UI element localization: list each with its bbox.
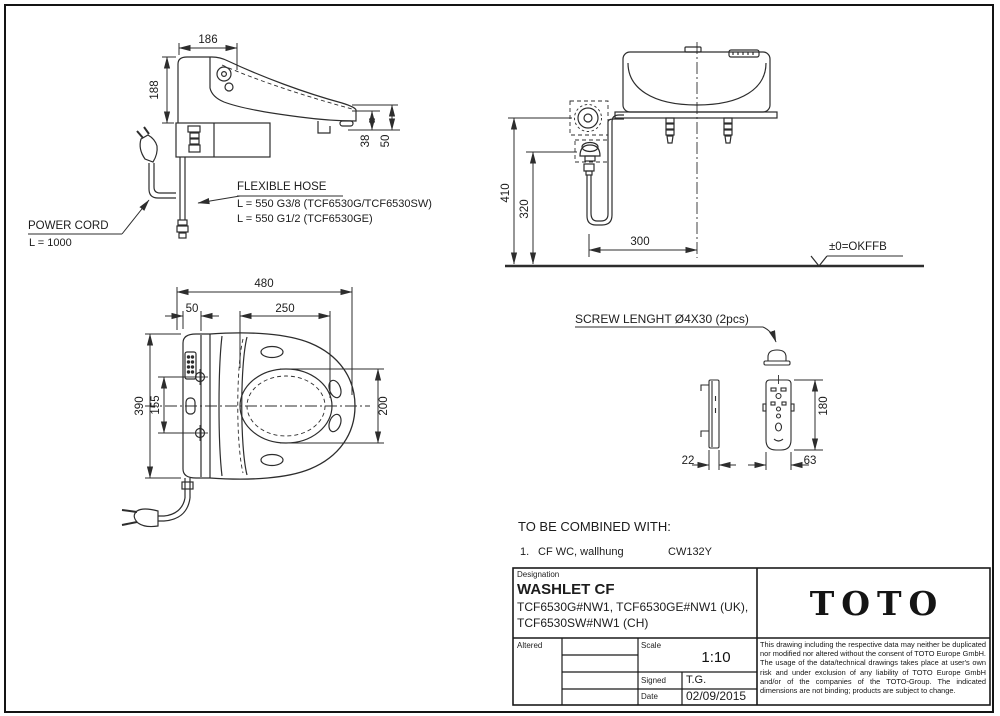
power-plug-top-icon	[122, 509, 158, 527]
water-supply-valve-icon	[570, 101, 608, 175]
mounting-bolt-icon	[666, 118, 732, 143]
scale-label: Scale	[641, 641, 662, 650]
screw-note-label: SCREW LENGHT Ø4X30 (2pcs)	[575, 312, 749, 326]
altered-label: Altered	[517, 641, 543, 650]
power-cord-spec: L = 1000	[29, 237, 72, 249]
dim-opening-length: 250	[275, 303, 295, 315]
dim-seat-top: 50	[380, 134, 392, 148]
combined-item-number: 1.	[520, 546, 530, 558]
scale-value: 1:10	[701, 649, 731, 666]
dim-valve-height: 320	[519, 199, 531, 219]
designation-label: Designation	[517, 570, 560, 579]
product-codes-line1: TCF6530G#NW1, TCF6530GE#NW1 (UK),	[517, 600, 749, 614]
date-label: Date	[641, 692, 658, 701]
control-buttons-icon	[729, 50, 759, 57]
combined-item-code: CW132Y	[668, 546, 713, 558]
power-plug-icon	[137, 127, 157, 162]
signed-value: T.G.	[686, 674, 707, 686]
dim-height: 188	[149, 80, 161, 100]
dim-bolt-pitch: 155	[150, 395, 162, 415]
remote-front-view	[763, 375, 794, 450]
side-view-drawing	[137, 57, 356, 238]
dim-total-depth: 390	[134, 396, 146, 416]
floor-reference-symbol	[811, 256, 827, 266]
date-value: 02/09/2015	[686, 689, 747, 703]
seat-control-panel-icon	[185, 352, 196, 414]
dim-tank-depth: 186	[198, 34, 218, 46]
product-codes-line2: TCF6530SW#NW1 (CH)	[517, 616, 649, 630]
floor-reference-label: ±0=OKFFB	[829, 241, 887, 253]
dim-total-width: 480	[254, 278, 274, 290]
remote-side-view	[701, 380, 719, 448]
dim-seat-edge: 38	[360, 134, 372, 148]
legal-notice: This drawing including the respective data may neither be duplicated nor modified nor altered without the consent of TOTO Europe GmbH. The usage of the data/technical drawings takes place at user's own risk and under exclusion of any liability of TOTO Europe GmbH and/or of the companies of the TOTO-Group. The indicated dimensions are not binding; products are subject to change.	[760, 640, 986, 696]
combined-with-title: TO BE COMBINED WITH:	[518, 519, 671, 534]
remote-control-drawing	[575, 327, 794, 450]
product-title: WASHLET CF	[517, 581, 615, 598]
dim-remote-depth: 22	[681, 455, 695, 467]
dim-offset: 300	[630, 236, 650, 248]
flexible-hose-spec-1: L = 550 G3/8 (TCF6530G/TCF6530SW)	[237, 198, 432, 210]
dim-remote-height: 180	[818, 396, 830, 416]
brand-logo: TOTO	[809, 583, 945, 623]
dim-supply-height: 410	[500, 183, 512, 203]
front-view-dimensions	[508, 118, 697, 264]
signed-label: Signed	[641, 676, 666, 685]
power-cord-label: POWER CORD	[28, 220, 109, 232]
top-view-drawing	[122, 333, 370, 527]
flexible-hose-spec-2: L = 550 G1/2 (TCF6530GE)	[237, 213, 373, 225]
screw-icon	[764, 350, 790, 365]
dim-hinge-offset: 50	[185, 303, 199, 315]
flexible-hose-label: FLEXIBLE HOSE	[237, 181, 327, 193]
combined-item-name: CF WC, wallhung	[538, 546, 624, 558]
dim-opening-width: 200	[378, 396, 390, 416]
front-view-drawing	[505, 42, 924, 266]
top-view-dimensions	[145, 287, 384, 478]
dim-remote-width: 63	[803, 455, 817, 467]
